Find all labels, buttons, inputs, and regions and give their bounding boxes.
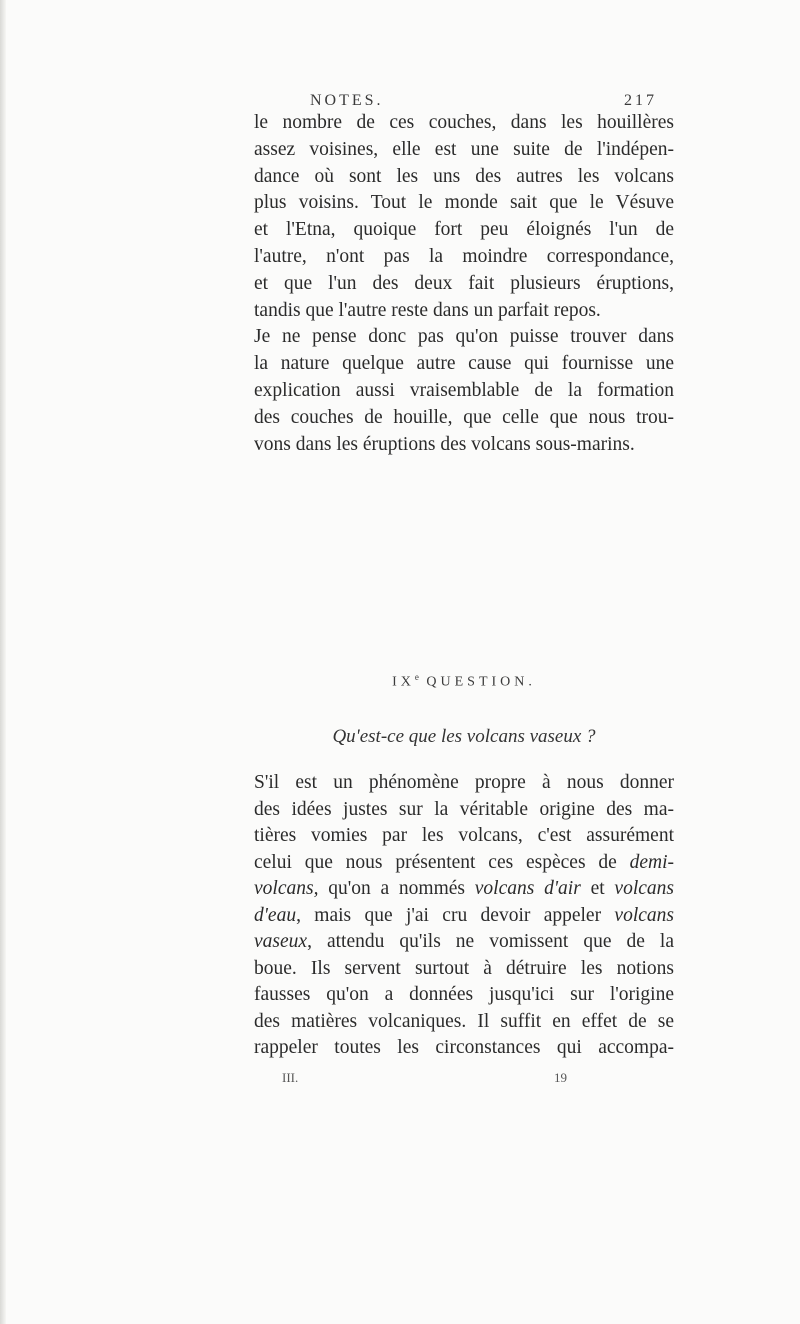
text-line: S'il est un phénomène propre à nous donner xyxy=(254,772,674,793)
text-segment: qu'on a nommés xyxy=(318,878,475,899)
text-line: fausses qu'on a données jusqu'ici sur l'origine xyxy=(254,984,674,1005)
text-line: des matières volcaniques. Il suffit en effet de se xyxy=(254,1010,674,1032)
italic-term: d'eau xyxy=(254,904,297,926)
text-line: assez voisines, elle est une suite de l'indépen- xyxy=(254,138,674,160)
italic-term: volcans, xyxy=(254,878,319,899)
text-line xyxy=(254,850,674,877)
italic-term: volcans xyxy=(614,878,674,899)
italic-term: vaseux xyxy=(254,931,308,952)
text-line: Je ne pense donc pas qu'on puisse trouver dans xyxy=(254,326,674,348)
body-text-top xyxy=(254,110,674,458)
section-question: Qu'est-ce que les volcans vaseux ? xyxy=(332,726,596,747)
page-footer xyxy=(0,1070,800,1092)
text-line: rappeler toutes les circonstances qui accompa- xyxy=(254,1037,674,1058)
italic-term: demi- xyxy=(629,851,674,873)
page-edge-shadow xyxy=(0,0,6,1324)
signature-mark: 19 xyxy=(554,1070,567,1085)
text-segment: et xyxy=(580,878,615,899)
italic-term: volcans d'air xyxy=(474,878,581,899)
text-line xyxy=(254,903,674,930)
section-heading xyxy=(254,672,674,691)
text-segment: , mais que j'ai cru devoir appeler xyxy=(296,904,615,926)
text-line: tandis que l'autre reste dans un parfait repos. xyxy=(254,299,601,321)
text-segment: celui que nous présentent ces espèces de xyxy=(254,851,630,873)
text-line xyxy=(254,929,674,956)
text-line: plus voisins. Tout le monde sait que le Vésuve xyxy=(254,192,674,214)
text-segment: , attendu qu'ils ne vomissent que de la xyxy=(307,931,674,952)
text-line: le nombre de ces couches, dans les houillères xyxy=(254,112,674,133)
section-number: IX xyxy=(392,674,415,690)
text-line: boue. Ils servent surtout à détruire les notions xyxy=(254,957,674,979)
text-line: vons dans les éruptions des volcans sous-marins. xyxy=(254,433,635,455)
italic-term: volcans xyxy=(614,904,674,926)
running-head-title: NOTES. xyxy=(310,92,384,109)
text-line: tières vomies par les volcans, c'est assurément xyxy=(254,825,674,846)
page-number: 217 xyxy=(624,92,657,109)
section-label: QUESTION. xyxy=(426,674,536,690)
text-line: et l'Etna, quoique fort peu éloignés l'un de xyxy=(254,219,674,241)
section-number-sup: e xyxy=(414,672,419,682)
volume-mark: III. xyxy=(282,1070,299,1085)
text-line: l'autre, n'ont pas la moindre correspondance, xyxy=(254,245,674,267)
text-line: dance où sont les uns des autres les volcans xyxy=(254,165,674,187)
text-line xyxy=(254,876,674,903)
text-line: des couches de houille, que celle que nous trou- xyxy=(254,406,674,428)
text-line: des idées justes sur la véritable origine des ma- xyxy=(254,798,674,820)
body-text-bottom xyxy=(254,770,674,1062)
text-line: la nature quelque autre cause qui fournisse une xyxy=(254,353,674,375)
text-line: et que l'un des deux fait plusieurs éruptions, xyxy=(254,272,674,294)
text-line: explication aussi vraisemblable de la formation xyxy=(254,379,674,401)
